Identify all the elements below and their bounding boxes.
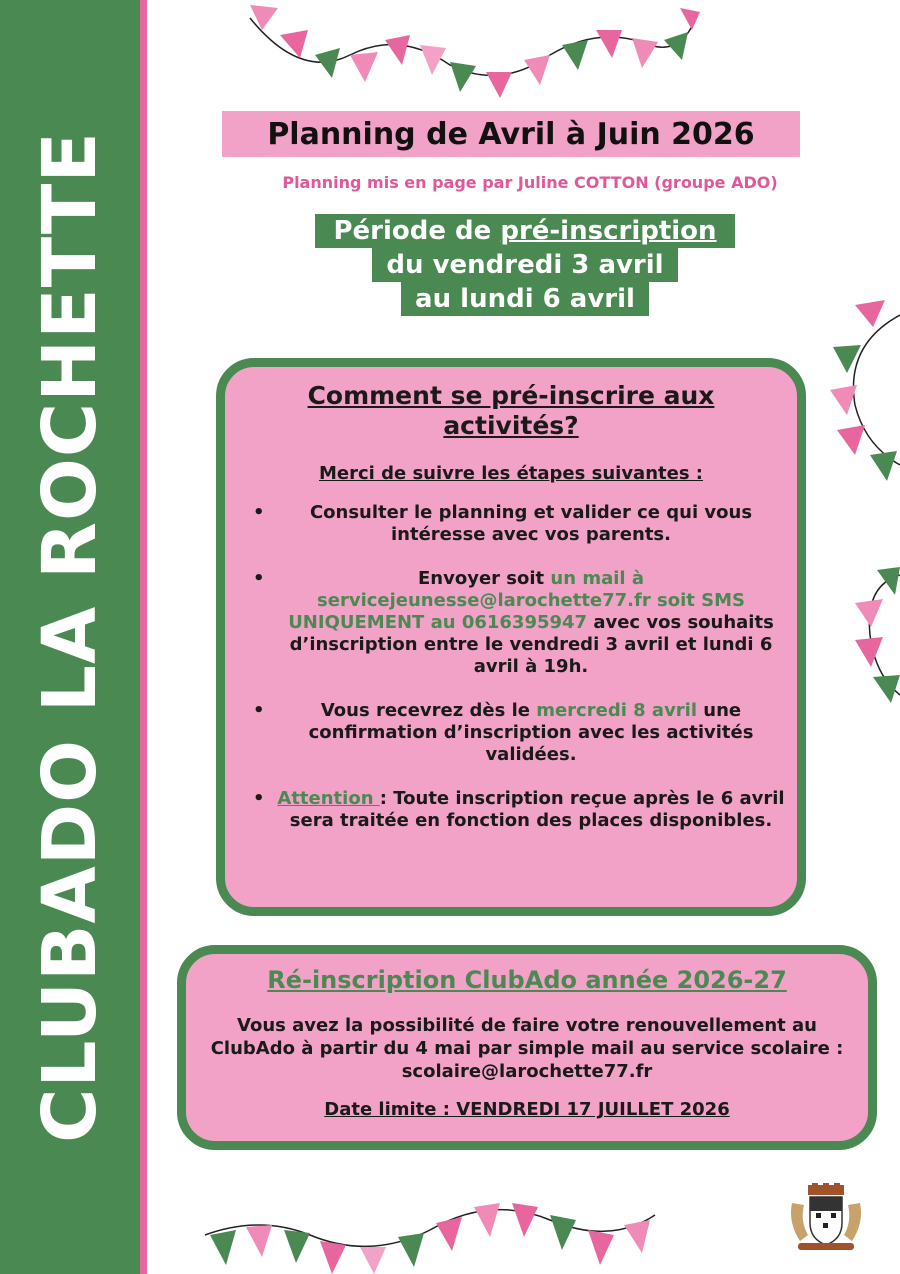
bottom-garland (200, 1175, 660, 1274)
bullet-icon: • (253, 700, 265, 721)
bullet-icon: • (253, 568, 265, 589)
heading-line-2: activités? (443, 411, 579, 440)
step-3 (245, 700, 787, 766)
attention-label: Attention (277, 788, 380, 809)
reinscription-body: Vous avez la possibilité de faire votre renouvellement au ClubAdo à partir du 4 mai par simple mail au service scolaire : scolaire@larochette77.fr (210, 1015, 844, 1082)
period-line-3: au lundi 6 avril (401, 282, 649, 316)
instructions-subheading: Merci de suivre les étapes suivantes : (318, 463, 704, 484)
heading-line-1: Comment se pré-inscrire aux (307, 381, 715, 410)
page-title: Planning de Avril à Juin 2026 (222, 111, 800, 157)
reinscription-title: Ré-inscription ClubAdo année 2026-27 (267, 966, 787, 994)
step-3-text-b: une confirmation d’inscription avec les activités validées. (308, 700, 754, 765)
instructions-card (216, 358, 806, 916)
top-garland (240, 0, 700, 100)
period-line-1 (315, 214, 734, 248)
step-2-text-b: avec vos souhaits d’inscription entre le vendredi 3 avril et lundi 6 avril à 19h. (289, 612, 774, 677)
step-1 (245, 502, 787, 546)
bullet-icon: • (253, 788, 265, 809)
step-3-text-a: Vous recevrez dès le (320, 700, 537, 721)
bullet-icon: • (253, 502, 265, 523)
sidebar (0, 0, 140, 1274)
step-2 (245, 568, 787, 678)
reinscription-deadline: Date limite : VENDREDI 17 JUILLET 2026 (324, 1099, 730, 1120)
step-3-date: mercredi 8 avril (536, 700, 698, 721)
step-2-text-a: Envoyer soit (418, 568, 551, 589)
step-1-text: Consulter le planning et valider ce qui vous intéresse avec vos parents. (309, 502, 753, 545)
period-prefix: Période de (333, 216, 501, 246)
preregistration-period (295, 214, 755, 316)
instructions-heading (225, 381, 797, 441)
town-crest-icon (786, 1183, 866, 1253)
vertical-title: CLUBADO LA ROCHETTE (27, 131, 113, 1143)
sidebar-stripe (140, 0, 147, 1274)
reinscription-card (177, 945, 877, 1150)
steps-list (225, 502, 797, 832)
step-2-contact: un mail à servicejeunesse@larochette77.fr soit SMS UNIQUEMENT au 0616395947 (288, 568, 745, 633)
page-subtitle: Planning mis en page par Juline COTTON (groupe ADO) (282, 173, 778, 192)
step-4 (245, 788, 787, 832)
step-4-text: : Toute inscription reçue après le 6 avril sera traitée en fonction des places disponibles. (289, 788, 785, 831)
period-line-2: du vendredi 3 avril (372, 248, 677, 282)
period-underlined: pré-inscription (500, 216, 717, 246)
right-garland (825, 285, 900, 725)
